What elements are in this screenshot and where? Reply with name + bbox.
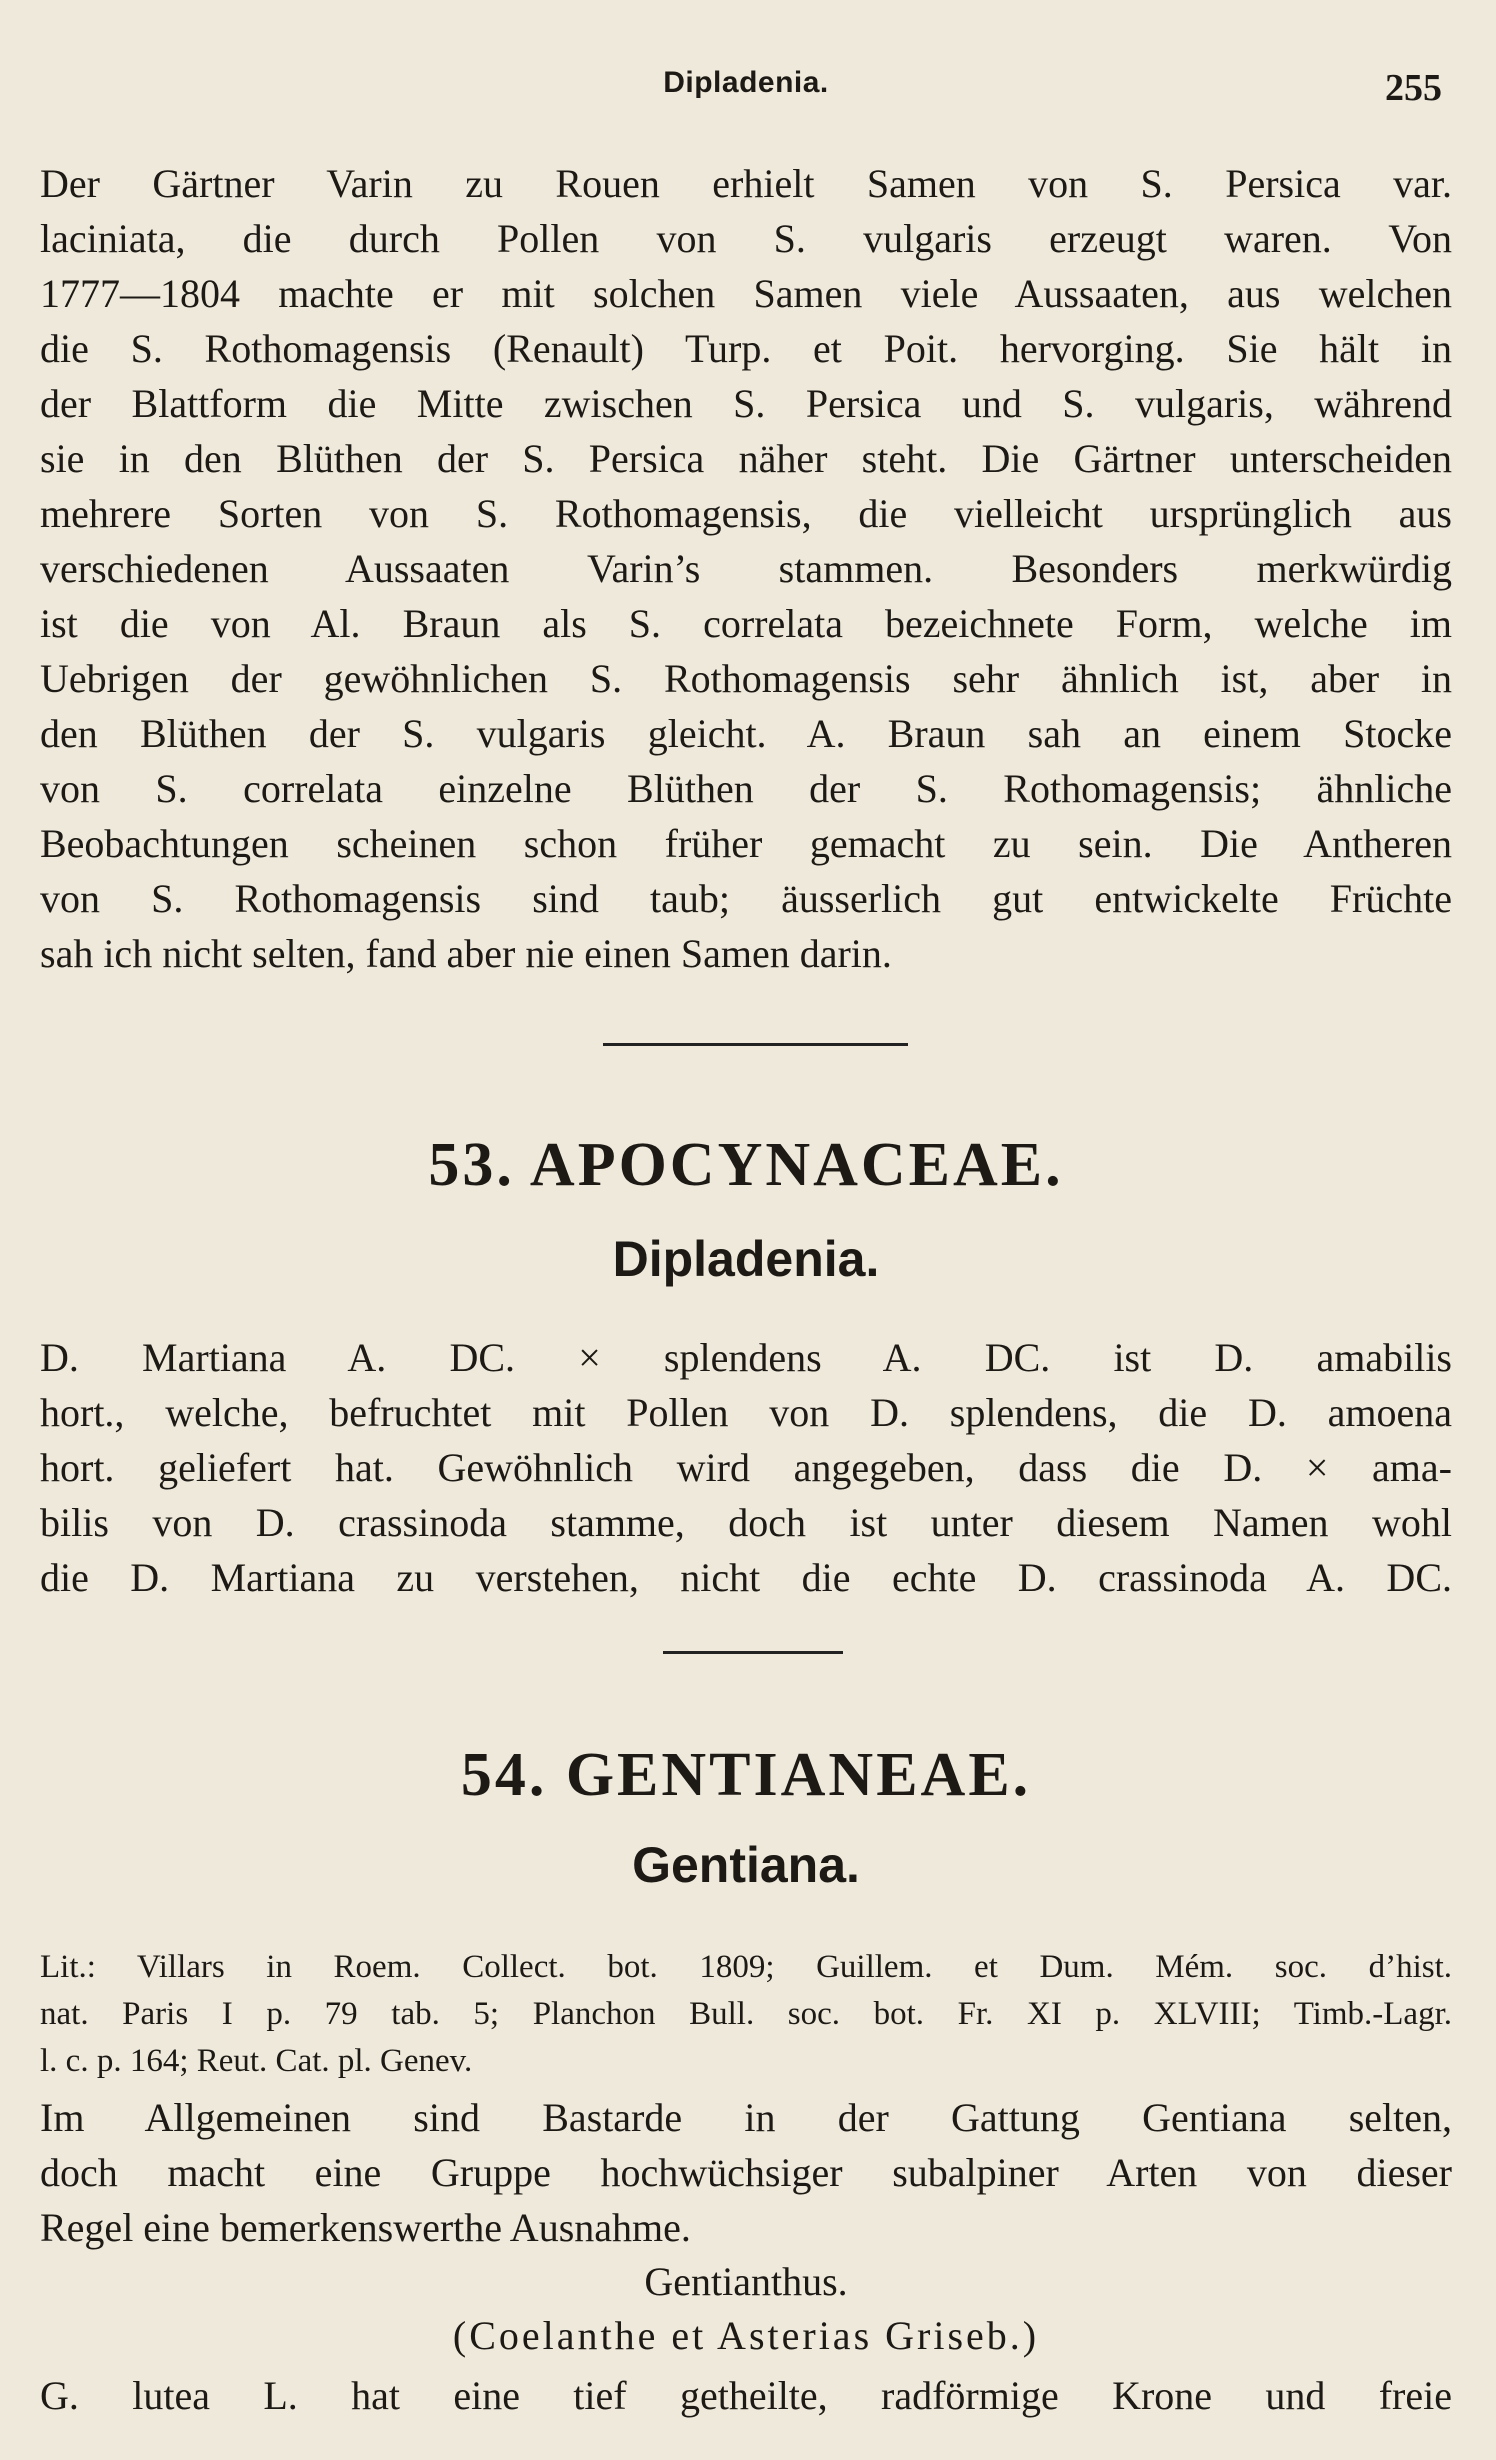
text-line: mehrere Sorten von S. Rothomagensis, die vielleicht ursprünglich aus bbox=[40, 491, 1452, 536]
genus-heading-gentiana: Gentiana. bbox=[632, 1837, 860, 1893]
paragraph-syringa bbox=[40, 156, 1452, 981]
text-line: laciniata, die durch Pollen von S. vulgaris erzeugt waren. Von bbox=[40, 216, 1452, 261]
running-title: Dipladenia. bbox=[663, 66, 829, 99]
text-line: Uebrigen der gewöhnlichen S. Rothomagensis sehr ähnlich ist, aber in bbox=[40, 656, 1452, 701]
text-line: bilis von D. crassinoda stamme, doch ist unter diesem Namen wohl bbox=[40, 1500, 1452, 1545]
literature-references bbox=[40, 1944, 1452, 2085]
running-header bbox=[40, 66, 1452, 126]
paragraph-gentiana bbox=[40, 2090, 1452, 2255]
text-line: von S. correlata einzelne Blüthen der S. Rothomagensis; ähnliche bbox=[40, 766, 1452, 811]
book-page bbox=[40, 40, 1452, 2420]
text-line: l. c. p. 164; Reut. Cat. pl. Genev. bbox=[40, 2043, 473, 2079]
section-divider bbox=[603, 1043, 908, 1046]
text-line: Im Allgemeinen sind Bastarde in der Gattung Gentiana selten, bbox=[40, 2095, 1452, 2140]
text-line: G. lutea L. hat eine tief getheilte, radförmige Krone und freie bbox=[40, 2373, 1452, 2418]
text-line: 1777—1804 machte er mit solchen Samen viele Aussaaten, aus welchen bbox=[40, 271, 1452, 316]
text-line: die D. Martiana zu verstehen, nicht die echte D. crassinoda A. DC. bbox=[40, 1555, 1452, 1600]
text-line: Lit.: Villars in Roem. Collect. bot. 1809; Guillem. et Dum. Mém. soc. d’hist. bbox=[40, 1949, 1452, 1985]
text-line: die S. Rothomagensis (Renault) Turp. et Poit. hervorging. Sie hält in bbox=[40, 326, 1452, 371]
text-line: doch macht eine Gruppe hochwüchsiger subalpiner Arten von dieser bbox=[40, 2150, 1452, 2195]
section-heading-53: 53. APOCYNACEAE. bbox=[428, 1131, 1064, 1199]
genus-heading-dipladenia: Dipladenia. bbox=[612, 1231, 880, 1287]
text-line: Beobachtungen scheinen schon früher gemacht zu sein. Die Antheren bbox=[40, 821, 1452, 866]
page-number: 255 bbox=[1385, 67, 1442, 109]
subsection-subtitle: (Coelanthe et Asterias Griseb.) bbox=[452, 2313, 1040, 2358]
subsection-title: Gentianthus. bbox=[644, 2259, 848, 2304]
text-line: der Blattform die Mitte zwischen S. Persica und S. vulgaris, während bbox=[40, 381, 1452, 426]
text-line: nat. Paris I p. 79 tab. 5; Planchon Bull. soc. bot. Fr. XI p. XLVIII; Timb.-Lagr. bbox=[40, 1996, 1452, 2032]
text-line: hort., welche, befruchtet mit Pollen von D. splendens, die D. amoena bbox=[40, 1390, 1452, 1435]
text-line: D. Martiana A. DC. × splendens A. DC. ist D. amabilis bbox=[40, 1335, 1452, 1380]
text-line: verschiedenen Aussaaten Varin’s stammen. Besonders merkwürdig bbox=[40, 546, 1452, 591]
text-line: hort. geliefert hat. Gewöhnlich wird angegeben, dass die D. × ama- bbox=[40, 1445, 1452, 1490]
text-line: den Blüthen der S. vulgaris gleicht. A. Braun sah an einem Stocke bbox=[40, 711, 1452, 756]
text-line: sah ich nicht selten, fand aber nie einen Samen darin. bbox=[40, 931, 892, 976]
text-line: Der Gärtner Varin zu Rouen erhielt Samen von S. Persica var. bbox=[40, 161, 1452, 206]
text-line: von S. Rothomagensis sind taub; äusserlich gut entwickelte Früchte bbox=[40, 876, 1452, 921]
paragraph-dipladenia bbox=[40, 1330, 1452, 1605]
section-divider bbox=[663, 1651, 843, 1654]
text-line: ist die von Al. Braun als S. correlata bezeichnete Form, welche im bbox=[40, 601, 1452, 646]
text-line: Regel eine bemerkenswerthe Ausnahme. bbox=[40, 2205, 691, 2250]
paragraph-gentianthus bbox=[40, 2368, 1452, 2423]
text-line: sie in den Blüthen der S. Persica näher steht. Die Gärtner unterscheiden bbox=[40, 436, 1452, 481]
section-heading-54: 54. GENTIANEAE. bbox=[460, 1741, 1032, 1809]
